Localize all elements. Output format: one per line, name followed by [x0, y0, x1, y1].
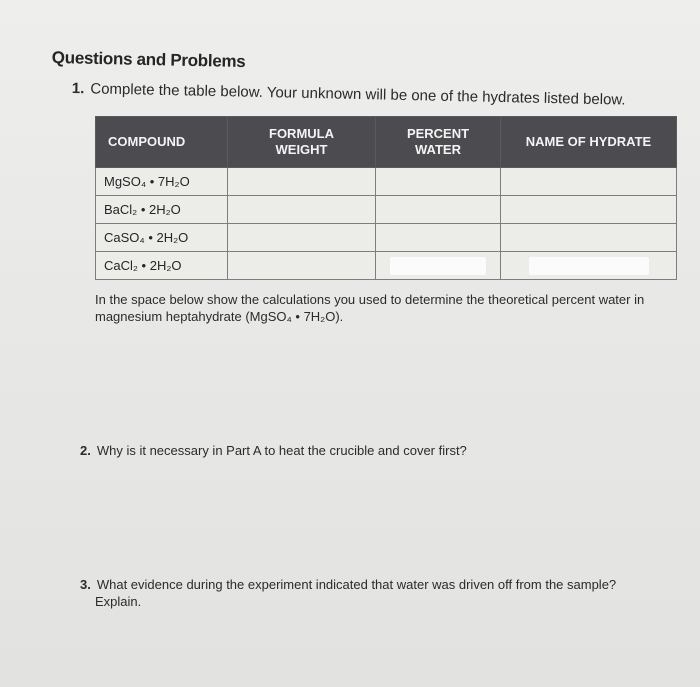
question-2	[80, 442, 660, 459]
compound-cell: CaCl₂ • 2H₂O	[96, 252, 228, 280]
compound-cell: MgSO₄ • 7H₂O	[96, 168, 228, 196]
header-formula-weight-line2: WEIGHT	[275, 142, 328, 157]
formula-weight-cell[interactable]	[228, 224, 376, 252]
header-percent-water-line2: WATER	[415, 142, 461, 157]
percent-water-cell[interactable]	[376, 224, 501, 252]
question-1-text: Complete the table below. Your unknown will be one of the hydrates listed below.	[90, 80, 626, 109]
question-2-number: 2.	[80, 443, 91, 458]
question-1	[72, 80, 626, 109]
header-formula-weight	[228, 117, 376, 168]
hydrate-name-cell[interactable]	[501, 168, 677, 196]
header-name-of-hydrate: NAME OF HYDRATE	[501, 117, 677, 168]
header-percent-water-line1: PERCENT	[406, 126, 470, 141]
header-formula-weight-line1: FORMULA	[269, 126, 334, 141]
redacted-patch	[529, 257, 649, 275]
calculation-instruction: In the space below show the calculations you used to determine the theoretical percent water in magnesium heptahydrate (MgSO₄ • 7H₂O).	[95, 292, 645, 324]
section-heading: Questions and Problems	[51, 48, 246, 72]
question-3-number: 3.	[80, 577, 91, 592]
question-3-text: What evidence during the experiment indicated that water was driven off from the sample?	[96, 577, 617, 592]
question-1-number: 1.	[71, 80, 85, 98]
question-2-text: Why is it necessary in Part A to heat the crucible and cover first?	[96, 443, 467, 458]
hydrate-table	[95, 116, 677, 280]
hydrate-name-cell[interactable]	[501, 224, 677, 252]
percent-water-cell[interactable]	[376, 196, 501, 224]
redacted-patch	[390, 257, 486, 275]
table-row	[96, 252, 677, 280]
compound-cell: CaSO₄ • 2H₂O	[96, 224, 228, 252]
formula-weight-cell[interactable]	[228, 168, 376, 196]
formula-weight-cell[interactable]	[228, 252, 376, 280]
table-row	[96, 168, 677, 196]
formula-weight-cell[interactable]	[228, 196, 376, 224]
percent-water-cell[interactable]	[376, 252, 501, 280]
question-3-explain: Explain.	[95, 594, 142, 609]
hydrate-name-cell[interactable]	[501, 252, 677, 280]
percent-water-cell[interactable]	[376, 168, 501, 196]
header-percent-water	[376, 117, 501, 168]
compound-cell: BaCl₂ • 2H₂O	[96, 196, 228, 224]
question-3	[80, 576, 660, 610]
table-row	[96, 196, 677, 224]
table-header-row	[96, 117, 677, 168]
header-compound: COMPOUND	[96, 117, 228, 168]
hydrate-name-cell[interactable]	[501, 196, 677, 224]
table-row	[96, 224, 677, 252]
